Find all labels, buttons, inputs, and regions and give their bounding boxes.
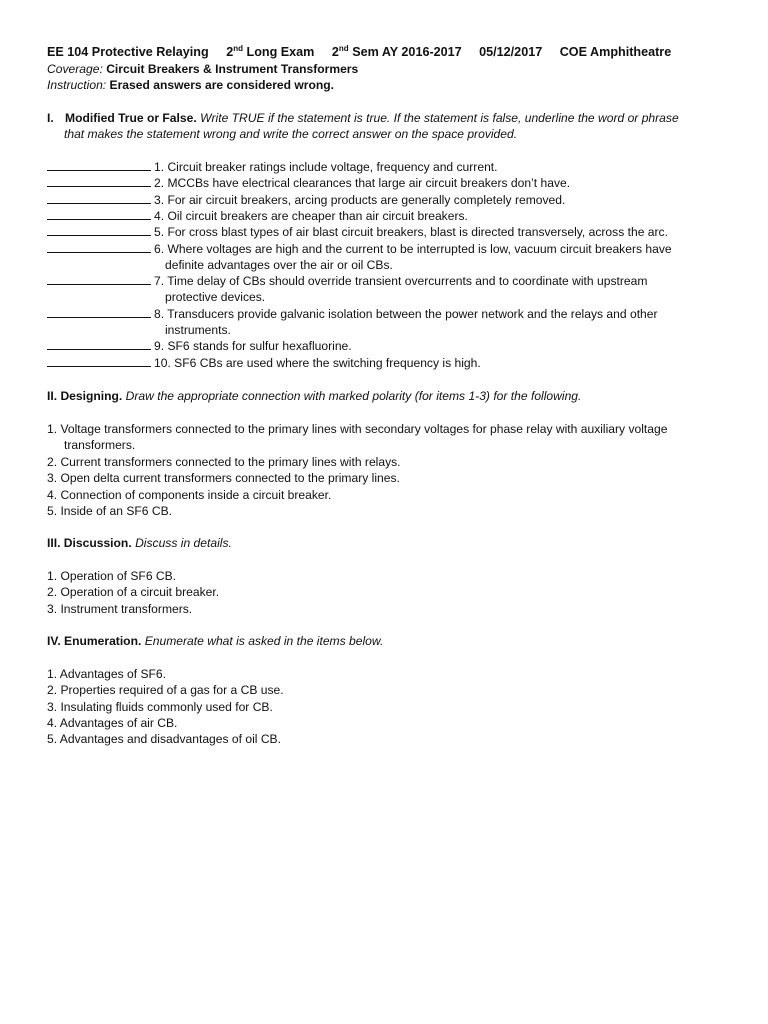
course-title: EE 104 Protective Relaying	[47, 45, 209, 59]
answer-blank[interactable]	[47, 208, 151, 220]
coverage-line: Coverage: Circuit Breakers & Instrument Transformers	[47, 62, 359, 76]
discussion-item: 3. Instrument transformers.	[47, 601, 193, 616]
tf-item-text: 10. SF6 CBs are used where the switching frequency is high.	[154, 355, 481, 370]
tf-item	[47, 306, 658, 322]
design-item: 1. Voltage transformers connected to the primary lines with secondary voltages for phase relay with auxiliary voltage	[47, 422, 668, 436]
answer-blank[interactable]	[47, 338, 151, 350]
tf-item-text: 9. SF6 stands for sulfur hexafluorine.	[154, 339, 352, 354]
answer-blank[interactable]	[47, 224, 151, 236]
tf-item	[47, 208, 468, 224]
tf-item-text: 7. Time delay of CBs should override transient overcurrents and to coordinate with upstream	[154, 274, 648, 289]
exam-header	[47, 44, 685, 60]
tf-item	[47, 338, 352, 354]
design-item: 2. Current transformers connected to the primary lines with relays.	[47, 454, 401, 469]
answer-blank[interactable]	[47, 175, 151, 187]
part3-heading: III. Discussion. Discuss in details.	[47, 536, 232, 550]
tf-item-text: 6. Where voltages are high and the current to be interrupted is low, vacuum circuit breakers have	[154, 241, 672, 256]
part4-heading: IV. Enumeration. Enumerate what is asked in the items below.	[47, 634, 384, 648]
tf-item-text: 5. For cross blast types of air blast circuit breakers, blast is directed transversely, across the arc.	[154, 225, 668, 240]
design-item: 4. Connection of components inside a circuit breaker.	[47, 487, 332, 502]
tf-item-text: 2. MCCBs have electrical clearances that large air circuit breakers don’t have.	[154, 176, 571, 191]
answer-blank[interactable]	[47, 159, 151, 171]
tf-item-text: 1. Circuit breaker ratings include voltage, frequency and current.	[154, 160, 498, 174]
tf-item	[47, 273, 647, 289]
tf-item	[47, 355, 481, 371]
part1-desc-cont: that makes the statement wrong and write the correct answer on the space provided.	[64, 127, 518, 141]
instruction-line: Instruction: Erased answers are considered wrong.	[47, 78, 335, 92]
enumeration-item: 2. Properties required of a gas for a CB use.	[47, 683, 284, 698]
tf-item	[47, 159, 498, 175]
tf-item	[47, 175, 570, 191]
tf-item	[47, 224, 668, 240]
answer-blank[interactable]	[47, 355, 151, 367]
exam-label: 2nd Long Exam	[226, 44, 315, 59]
design-item: 5. Inside of an SF6 CB.	[47, 504, 173, 518]
design-item-cont: transformers.	[64, 438, 136, 453]
tf-item-text-cont: definite advantages over the air or oil CBs.	[165, 257, 393, 272]
tf-item-text: 8. Transducers provide galvanic isolation between the power network and the relays and other	[154, 306, 658, 321]
part2-heading: II. Designing. Draw the appropriate connection with marked polarity (for items 1-3) for the following.	[47, 389, 582, 403]
tf-item-text-cont: instruments.	[165, 323, 231, 337]
answer-blank[interactable]	[47, 306, 151, 318]
tf-item-text: 3. For air circuit breakers, arcing products are generally completely removed.	[154, 192, 566, 207]
answer-blank[interactable]	[47, 273, 151, 285]
enumeration-item: 1. Advantages of SF6.	[47, 667, 167, 681]
semester-label: 2nd Sem AY 2016-2017	[331, 44, 462, 59]
tf-item-text-cont: protective devices.	[165, 290, 266, 305]
enumeration-item: 4. Advantages of air CB.	[47, 715, 178, 730]
answer-blank[interactable]	[47, 192, 151, 204]
discussion-item: 2. Operation of a circuit breaker.	[47, 585, 220, 600]
exam-venue: COE Amphitheatre	[559, 45, 672, 59]
tf-item-text: 4. Oil circuit breakers are cheaper than air circuit breakers.	[154, 208, 468, 223]
discussion-item: 1. Operation of SF6 CB.	[47, 569, 177, 583]
enumeration-item: 5. Advantages and disadvantages of oil CB.	[47, 732, 281, 747]
design-item: 3. Open delta current transformers connected to the primary lines.	[47, 471, 400, 486]
part1-heading: I. Modified True or False. Write TRUE if the statement is true. If the statement is false, underline the word or phrase	[47, 111, 679, 125]
tf-item	[47, 192, 565, 208]
enumeration-item: 3. Insulating fluids commonly used for CB.	[47, 699, 273, 714]
answer-blank[interactable]	[47, 241, 151, 253]
tf-item	[47, 241, 672, 257]
exam-date: 05/12/2017	[479, 45, 543, 59]
